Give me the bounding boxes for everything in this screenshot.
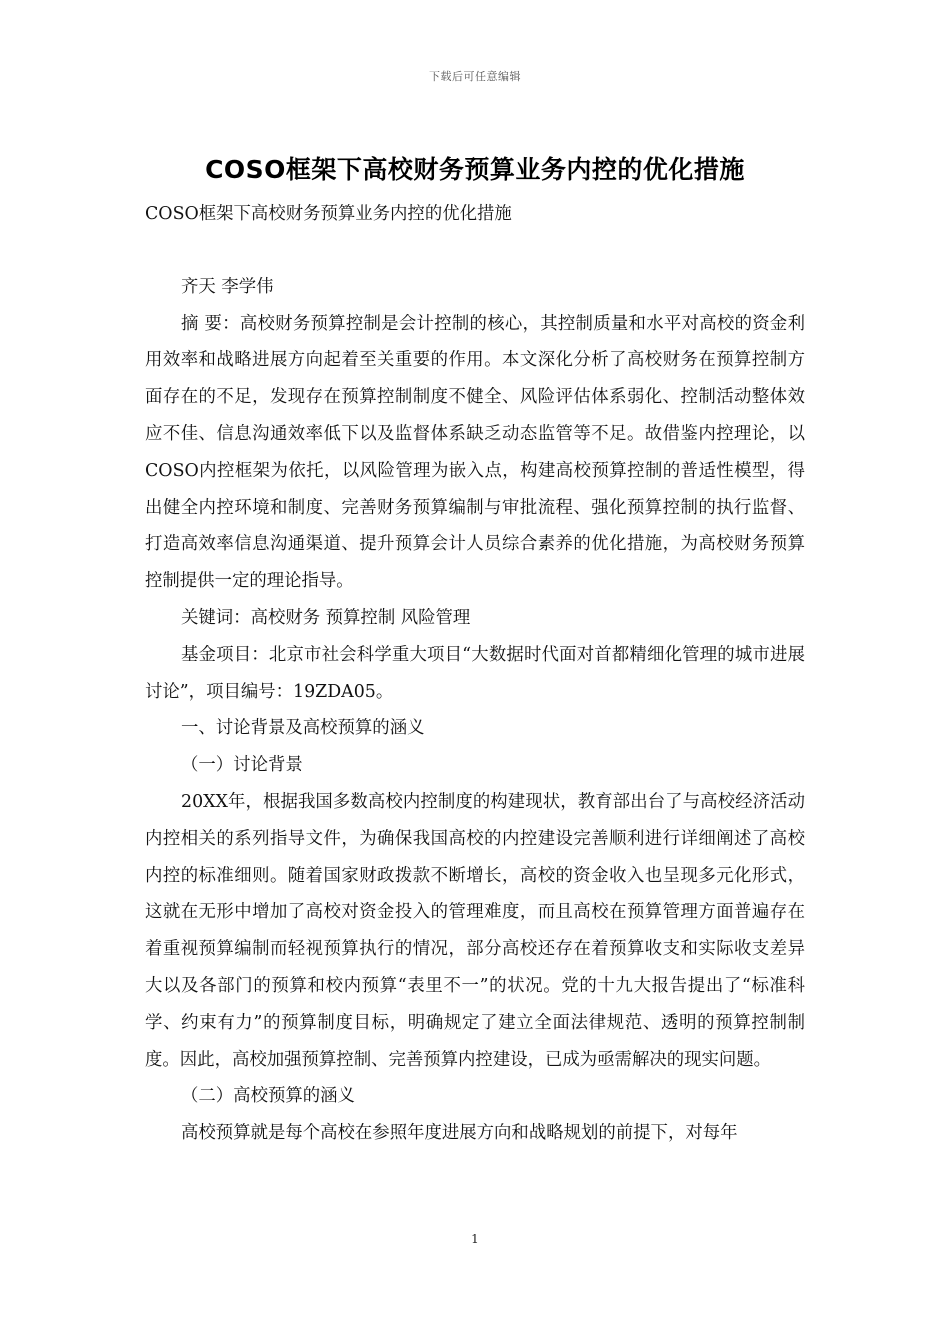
document-subtitle: COSO框架下高校财务预算业务内控的优化措施 <box>145 204 512 224</box>
subsection-heading-1: （一）讨论背景 <box>181 755 303 776</box>
background-paragraph: 20XX年，根据我国多数高校内控制度的构建现状，教育部出台了与高校经济活动内控相关的系列指导文件，为确保我国高校的内控建设完善顺利进行详细阐述了高校内控的标准细则。随着国家财政拨款不断增长，高校的资金收入也呈现多元化形式，这就在无形中增加了高校对资金投入的管理难度，而且高校在预算管理方面普遍存在着重视预算编制而轻视预算执行的情况，部分高校还存在着预算收支和实际收支差异大以及各部门的预算和校内预算“表里不一”的状况。党的十九大报告提出了“标准科学、约束有力”的预算制度目标，明确规定了建立全面法律规范、透明的预算控制制度。因此，高校加强预算控制、完善预算内控建设，已成为亟需解决的现实问题。 <box>145 791 805 1070</box>
abstract-paragraph: 摘 要：高校财务预算控制是会计控制的核心，其控制质量和水平对高校的资金利用效率和战略进展方向起着至关重要的作用。本文深化分析了高校财务在预算控制方面存在的不足，发现存在预算控制制度不健全、风险评估体系弱化、控制活动整体效应不佳、信息沟通效率低下以及监督体系缺乏动态监管等不足。故借鉴内控理论，以 COSO内控框架为依托，以风险管理为嵌入点，构建高校预算控制的普适性模型，得出健全内控环境和制度、完善财务预算编制与审批流程、强化预算控制的执行监督、打造高效率信息沟通渠道、提升预算会计人员综合素养的优化措施，为高校财务预算控制提供一定的理论指导。 <box>145 313 805 592</box>
authors-line: 齐天 李学伟 <box>181 276 274 297</box>
meaning-paragraph: 高校预算就是每个高校在参照年度进展方向和战略规划的前提下，对每年 <box>181 1123 738 1144</box>
section-heading-1: 一、讨论背景及高校预算的涵义 <box>181 718 425 739</box>
fund-paragraph: 基金项目：北京市社会科学重大项目“大数据时代面对首都精细化管理的城市进展讨论”，项目编号：19ZDA05。 <box>145 644 805 702</box>
keywords-line: 关键词：高校财务 预算控制 风险管理 <box>181 607 471 628</box>
subsection-heading-2: （二）高校预算的涵义 <box>181 1086 355 1107</box>
blank-line <box>145 233 805 269</box>
document-title: COSO框架下高校财务预算业务内控的优化措施 <box>205 155 745 184</box>
page-number: 1 <box>471 1232 479 1246</box>
page-header-note: 下载后可任意编辑 <box>429 70 521 83</box>
document-body <box>145 196 805 1152</box>
